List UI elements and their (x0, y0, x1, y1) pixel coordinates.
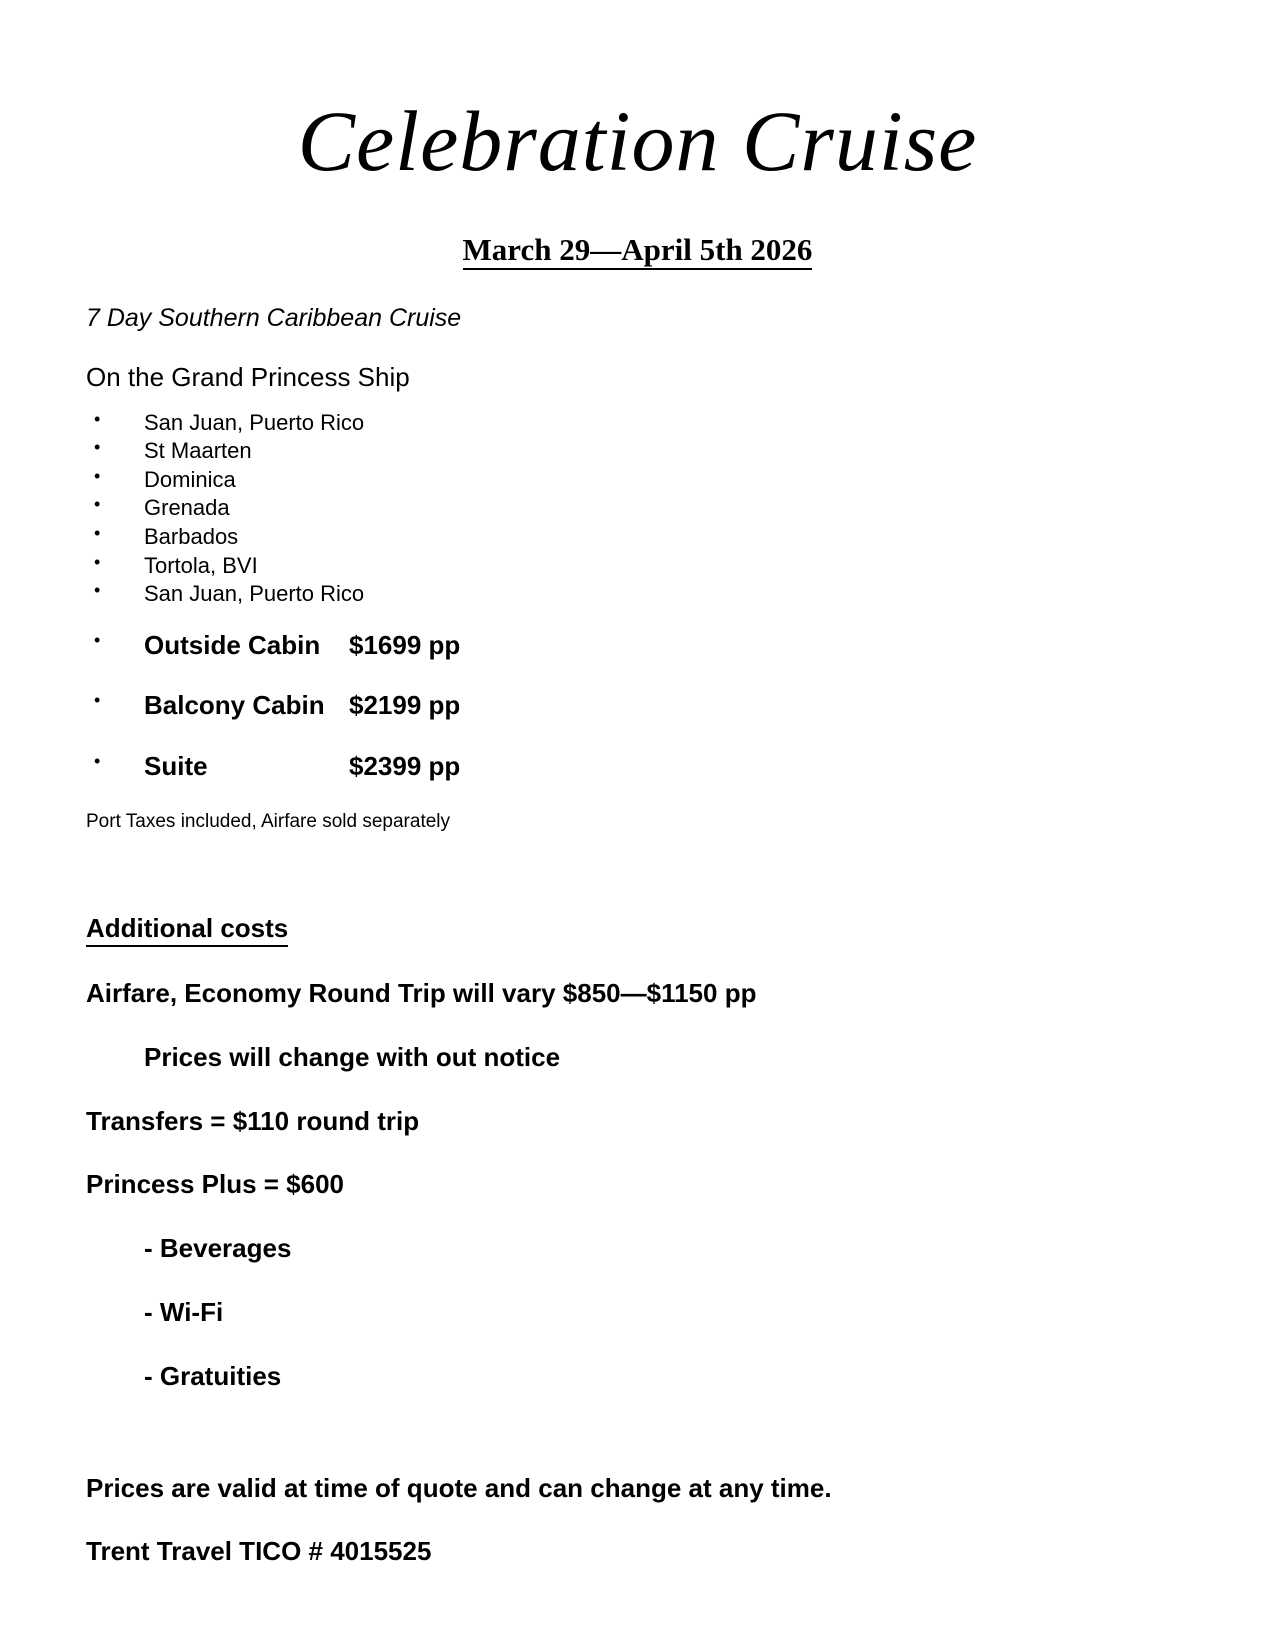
cabin-label: Balcony Cabin (144, 690, 325, 721)
agency-line: Trent Travel TICO # 4015525 (86, 1536, 432, 1567)
list-item (86, 750, 1189, 783)
additional-costs-heading: Additional costs (86, 913, 288, 947)
airfare-line: Airfare, Economy Round Trip will vary $850—$1150 pp (86, 977, 757, 1008)
price-list (86, 629, 1189, 783)
ports-list (86, 409, 1189, 609)
list-item: • Barbados (86, 523, 1189, 552)
cabin-price: $2199 pp (349, 690, 461, 721)
list-item: • Dominica (86, 466, 1189, 495)
list-item (86, 689, 1189, 722)
validity-note: Prices are valid at time of quote and can change at any time. (86, 1472, 832, 1503)
list-item: • St Maarten (86, 437, 1189, 466)
cabin-label: Suite (144, 750, 208, 781)
document-body (0, 302, 1275, 1569)
list-item: • Grenada (86, 494, 1189, 523)
list-item: • San Juan, Puerto Rico (86, 580, 1189, 609)
transfers-line: Transfers = $110 round trip (86, 1105, 420, 1136)
cruise-length: 7 Day Southern Caribbean Cruise (86, 304, 462, 333)
page-title: Celebration Cruise (297, 93, 978, 189)
list-item: • Tortola, BVI (86, 552, 1189, 581)
cabin-label: Outside Cabin (144, 629, 321, 660)
price-change-note: Prices will change with out notice (144, 1041, 561, 1072)
cabin-price: $2399 pp (349, 750, 461, 781)
date-range-text: March 29—April 5th 2026 (463, 232, 813, 270)
wifi-line: - Wi-Fi (144, 1296, 224, 1327)
date-range (0, 186, 1275, 268)
fineprint-note: Port Taxes included, Airfare sold separately (86, 811, 451, 833)
list-item (86, 629, 1189, 662)
list-item: • San Juan, Puerto Rico (86, 409, 1189, 438)
beverages-line: - Beverages (144, 1233, 292, 1264)
cabin-price: $1699 pp (349, 629, 461, 660)
princess-plus-line: Princess Plus = $600 (86, 1169, 345, 1200)
gratuities-line: - Gratuities (144, 1360, 282, 1391)
ship-line: On the Grand Princess Ship (86, 361, 410, 392)
